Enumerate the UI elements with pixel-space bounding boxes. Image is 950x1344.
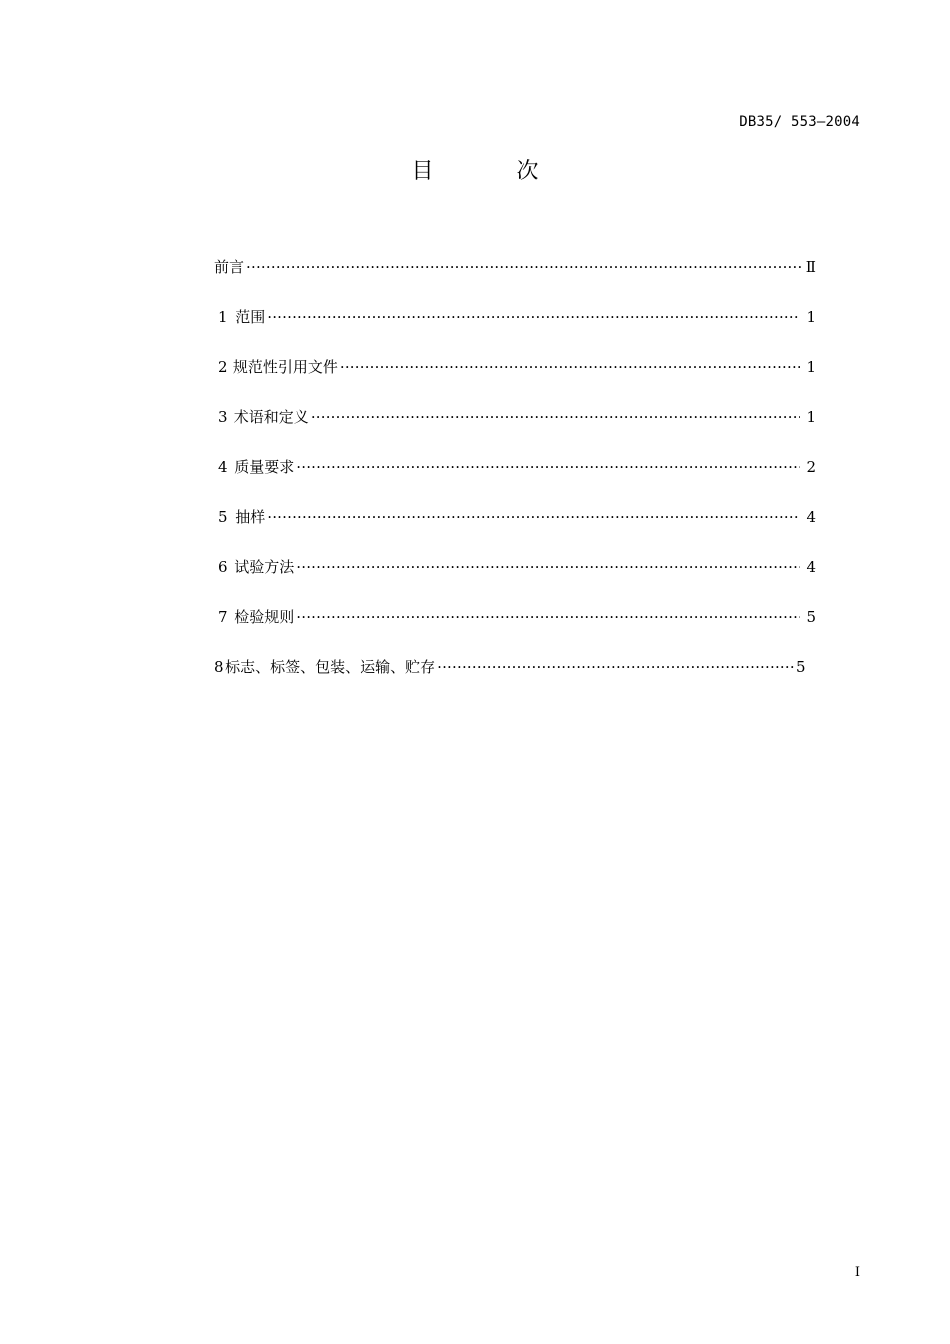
table-of-contents xyxy=(214,256,816,706)
toc-entry-page: 1 xyxy=(806,408,816,426)
standard-code: DB35/ 553—2004 xyxy=(739,114,860,130)
toc-entry-page: 4 xyxy=(806,508,816,526)
toc-entry-label: 检验规则 xyxy=(234,608,295,626)
toc-entry-number: 2 xyxy=(218,358,228,376)
toc-entry-quality-requirements[interactable] xyxy=(214,456,816,506)
toc-leader-dots xyxy=(267,508,800,526)
toc-entry-label: 试验方法 xyxy=(234,558,295,576)
toc-entry-normative-references[interactable] xyxy=(214,356,816,406)
toc-entry-label: 标志、标签、包装、运输、贮存 xyxy=(225,658,436,676)
toc-entry-page: 5 xyxy=(796,658,806,676)
toc-entry-label: 术语和定义 xyxy=(233,408,309,426)
page-title: 目 次 xyxy=(411,159,577,184)
toc-entry-number: 6 xyxy=(218,558,228,576)
toc-entry-sampling[interactable] xyxy=(214,506,816,556)
toc-entry-label: 规范性引用文件 xyxy=(232,358,338,376)
toc-entry-page: Ⅱ xyxy=(805,258,816,276)
toc-entry-page: 5 xyxy=(806,608,816,626)
toc-entry-scope[interactable] xyxy=(214,306,816,356)
toc-leader-dots xyxy=(296,608,800,626)
toc-entry-number: 3 xyxy=(218,408,228,426)
toc-entry-page: 2 xyxy=(806,458,816,476)
toc-leader-dots xyxy=(311,408,800,426)
toc-entry-page: 1 xyxy=(806,358,816,376)
toc-entry-label: 抽样 xyxy=(235,508,266,526)
toc-entry-test-methods[interactable] xyxy=(214,556,816,606)
toc-leader-dots xyxy=(296,558,800,576)
toc-leader-dots xyxy=(246,258,802,276)
toc-leader-dots xyxy=(267,308,800,326)
page-number: I xyxy=(854,1265,860,1280)
toc-entry-page: 4 xyxy=(806,558,816,576)
toc-entry-foreword[interactable] xyxy=(214,256,816,306)
toc-entry-number: 7 xyxy=(218,608,228,626)
toc-leader-dots xyxy=(340,358,800,376)
toc-entry-number: 1 xyxy=(218,308,228,326)
toc-entry-label: 前言 xyxy=(214,258,245,276)
toc-entry-page: 1 xyxy=(806,308,816,326)
toc-entry-label: 范围 xyxy=(235,308,266,326)
toc-entry-terms-definitions[interactable] xyxy=(214,406,816,456)
toc-leader-dots xyxy=(437,658,794,676)
toc-entry-label: 质量要求 xyxy=(234,458,295,476)
toc-entry-number: 4 xyxy=(218,458,228,476)
toc-entry-marking-labeling[interactable] xyxy=(214,656,816,706)
toc-leader-dots xyxy=(296,458,800,476)
toc-entry-number: 8 xyxy=(214,658,224,676)
toc-entry-number: 5 xyxy=(218,508,228,526)
toc-entry-inspection-rules[interactable] xyxy=(214,606,816,656)
